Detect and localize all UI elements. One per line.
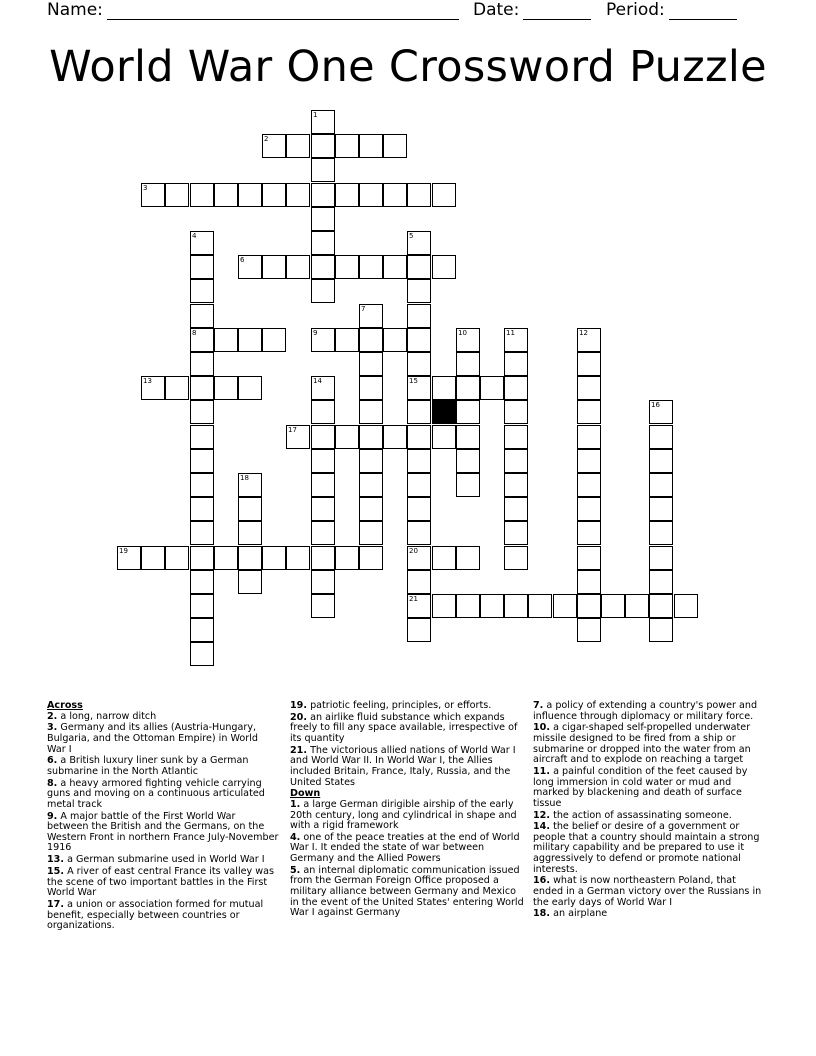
grid-cell[interactable] xyxy=(577,425,601,449)
grid-cell[interactable] xyxy=(238,328,262,352)
grid-cell[interactable] xyxy=(577,570,601,594)
grid-cell[interactable] xyxy=(286,425,310,449)
grid-cell[interactable] xyxy=(649,546,673,570)
clue-number: 21 xyxy=(409,595,418,603)
grid-cell[interactable] xyxy=(480,376,504,400)
clue-number: 12 xyxy=(579,329,588,337)
grid-cell[interactable] xyxy=(407,521,431,545)
clues-column-1 xyxy=(47,701,279,933)
grid-cell[interactable] xyxy=(674,594,698,618)
clue-number: 9 xyxy=(313,329,318,337)
grid-cell[interactable] xyxy=(383,134,407,158)
grid-cell[interactable] xyxy=(190,304,214,328)
grid-cell[interactable] xyxy=(165,183,189,207)
grid-cell[interactable] xyxy=(407,473,431,497)
clue-number: 19 xyxy=(119,547,128,555)
grid-cell[interactable] xyxy=(577,546,601,570)
grid-cell[interactable] xyxy=(432,546,456,570)
grid-cell[interactable] xyxy=(238,183,262,207)
grid-cell[interactable] xyxy=(359,473,383,497)
grid-cell[interactable] xyxy=(504,425,528,449)
grid-cell[interactable] xyxy=(238,570,262,594)
grid-cell[interactable] xyxy=(359,400,383,424)
grid-cell[interactable] xyxy=(359,521,383,545)
grid-cell[interactable] xyxy=(190,449,214,473)
grid-cell[interactable] xyxy=(238,376,262,400)
grid-cell[interactable] xyxy=(311,255,335,279)
grid-cell[interactable] xyxy=(359,183,383,207)
grid-cell[interactable] xyxy=(456,376,480,400)
grid-cell[interactable] xyxy=(407,328,431,352)
clue-down-7: 7. a policy of extending a country's power and influence through diplomacy or military force. xyxy=(533,700,758,722)
clue-number: 10 xyxy=(458,329,467,337)
grid-cell[interactable] xyxy=(625,594,649,618)
grid-cell[interactable] xyxy=(432,376,456,400)
black-cell xyxy=(432,400,456,424)
grid-cell[interactable] xyxy=(286,183,310,207)
grid-cell[interactable] xyxy=(504,473,528,497)
grid-cell[interactable] xyxy=(238,255,262,279)
clue-down-5: 5. an internal diplomatic communication issued from the German Foreign Office proposed a military alliance between Germany and Mexico in the event of the United States' entering World War I against Germany xyxy=(290,864,524,919)
grid-cell[interactable] xyxy=(504,400,528,424)
grid-cell[interactable] xyxy=(504,352,528,376)
grid-cell[interactable] xyxy=(214,328,238,352)
grid-cell[interactable] xyxy=(311,425,335,449)
grid-cell[interactable] xyxy=(407,546,431,570)
clue-number: 17 xyxy=(288,426,297,434)
grid-cell[interactable] xyxy=(577,328,601,352)
grid-cell[interactable] xyxy=(407,497,431,521)
grid-cell[interactable] xyxy=(335,425,359,449)
grid-cell[interactable] xyxy=(432,425,456,449)
grid-cell[interactable] xyxy=(359,449,383,473)
clue-down-10: 10. a cigar-shaped self-propelled underwater missile designed to be fired from a ship or submarine or dropped into the water from an aircraft and to explode on reaching a target xyxy=(533,722,751,766)
grid-cell[interactable] xyxy=(190,570,214,594)
grid-cell[interactable] xyxy=(383,183,407,207)
grid-cell[interactable] xyxy=(504,546,528,570)
grid-cell[interactable] xyxy=(407,570,431,594)
grid-cell[interactable] xyxy=(407,618,431,642)
clue-number: 7 xyxy=(361,305,366,313)
grid-cell[interactable] xyxy=(311,207,335,231)
grid-cell[interactable] xyxy=(577,521,601,545)
clue-across-15: 15. A river of east central France its valley was the scene of two important battles in the First World War xyxy=(47,866,274,899)
grid-cell[interactable] xyxy=(649,521,673,545)
grid-cell[interactable] xyxy=(311,110,335,134)
grid-cell[interactable] xyxy=(190,521,214,545)
grid-cell[interactable] xyxy=(456,425,480,449)
clue-number: 5 xyxy=(409,232,414,240)
grid-cell[interactable] xyxy=(262,134,286,158)
grid-cell[interactable] xyxy=(456,449,480,473)
grid-cell[interactable] xyxy=(190,183,214,207)
grid-cell[interactable] xyxy=(601,594,625,618)
grid-cell[interactable] xyxy=(311,328,335,352)
clue-down-11: 11. a painful condition of the feet caused by long immersion in cold water or mud and marked by blackening and death of surface tissue xyxy=(533,765,748,809)
grid-cell[interactable] xyxy=(165,546,189,570)
clue-down-18: 18. an airplane xyxy=(533,908,608,920)
clues-column-3 xyxy=(533,701,769,921)
grid-cell[interactable] xyxy=(432,183,456,207)
grid-cell[interactable] xyxy=(407,449,431,473)
grid-cell[interactable] xyxy=(190,279,214,303)
grid-cell[interactable] xyxy=(407,231,431,255)
grid-cell[interactable] xyxy=(262,255,286,279)
grid-cell[interactable] xyxy=(407,352,431,376)
grid-cell[interactable] xyxy=(456,328,480,352)
grid-cell[interactable] xyxy=(553,594,577,618)
grid-cell[interactable] xyxy=(335,546,359,570)
grid-cell[interactable] xyxy=(480,594,504,618)
clue-across-21: 21. The victorious allied nations of World War I and World War II. In World War I, the Allies included Britain, France, Italy, Russia, and the United States xyxy=(290,744,516,788)
grid-cell[interactable] xyxy=(214,546,238,570)
grid-cell[interactable] xyxy=(407,425,431,449)
grid-cell[interactable] xyxy=(262,183,286,207)
grid-cell[interactable] xyxy=(528,594,552,618)
grid-cell[interactable] xyxy=(311,570,335,594)
grid-cell[interactable] xyxy=(190,328,214,352)
grid-cell[interactable] xyxy=(190,352,214,376)
clue-number: 18 xyxy=(240,474,249,482)
clue-across-17: 17. a union or association formed for mutual benefit, especially between countries or organizations. xyxy=(47,899,264,932)
clue-across-19: 19. patriotic feeling, principles, or efforts. xyxy=(290,700,492,711)
page-title: World War One Crossword Puzzle xyxy=(49,42,767,92)
grid-cell[interactable] xyxy=(359,255,383,279)
grid-cell[interactable] xyxy=(286,546,310,570)
grid-cell[interactable] xyxy=(311,134,335,158)
clue-down-14: 14. the belief or desire of a government or people that a country should maintain a strong military capability and be prepared to use it aggressively to defend or promote national interests. xyxy=(533,821,760,875)
grid-cell[interactable] xyxy=(359,546,383,570)
clue-across-8: 8. a heavy armored fighting vehicle carrying guns and moving on a continuous articulated metal track xyxy=(47,777,265,810)
clue-number: 6 xyxy=(240,256,245,264)
clue-number: 3 xyxy=(143,184,148,192)
grid-cell[interactable] xyxy=(311,497,335,521)
grid-cell[interactable] xyxy=(286,255,310,279)
grid-cell[interactable] xyxy=(383,255,407,279)
grid-cell[interactable] xyxy=(190,473,214,497)
clue-number: 11 xyxy=(506,329,515,337)
clue-number: 8 xyxy=(192,329,197,337)
grid-cell[interactable] xyxy=(456,473,480,497)
grid-cell[interactable] xyxy=(649,473,673,497)
clue-number: 15 xyxy=(409,377,418,385)
grid-cell[interactable] xyxy=(407,594,431,618)
grid-cell[interactable] xyxy=(238,521,262,545)
clue-down-12: 12. the action of assassinating someone. xyxy=(533,809,732,821)
grid-cell[interactable] xyxy=(359,352,383,376)
clue-down-4: 4. one of the peace treaties at the end of World War I. It ended the state of war between Germany and the Allied Powers xyxy=(290,831,520,865)
grid-cell[interactable] xyxy=(141,183,165,207)
clue-across-13: 13. a German submarine used in World War I xyxy=(47,854,265,866)
grid-cell[interactable] xyxy=(238,497,262,521)
grid-cell[interactable] xyxy=(504,376,528,400)
grid-cell[interactable] xyxy=(190,497,214,521)
grid-cell[interactable] xyxy=(504,521,528,545)
across-heading: Across xyxy=(47,700,83,711)
grid-cell[interactable] xyxy=(432,594,456,618)
grid-cell[interactable] xyxy=(335,255,359,279)
grid-cell[interactable] xyxy=(190,231,214,255)
grid-cell[interactable] xyxy=(577,449,601,473)
clue-across-2: 2. a long, narrow ditch xyxy=(47,710,157,722)
grid-cell[interactable] xyxy=(190,546,214,570)
grid-cell[interactable] xyxy=(456,594,480,618)
grid-cell[interactable] xyxy=(504,449,528,473)
grid-cell[interactable] xyxy=(141,546,165,570)
grid-cell[interactable] xyxy=(456,400,480,424)
grid-cell[interactable] xyxy=(577,618,601,642)
grid-cell[interactable] xyxy=(407,183,431,207)
grid-cell[interactable] xyxy=(311,279,335,303)
clue-number: 14 xyxy=(313,377,322,385)
grid-cell[interactable] xyxy=(456,352,480,376)
down-heading: Down xyxy=(290,788,321,800)
grid-cell[interactable] xyxy=(407,376,431,400)
grid-cell[interactable] xyxy=(311,594,335,618)
grid-cell[interactable] xyxy=(577,400,601,424)
grid-cell[interactable] xyxy=(141,376,165,400)
grid-cell[interactable] xyxy=(238,546,262,570)
grid-cell[interactable] xyxy=(649,570,673,594)
grid-cell[interactable] xyxy=(214,376,238,400)
grid-cell[interactable] xyxy=(311,376,335,400)
grid-cell[interactable] xyxy=(407,400,431,424)
grid-cell[interactable] xyxy=(311,521,335,545)
grid-cell[interactable] xyxy=(504,594,528,618)
clue-number: 4 xyxy=(192,232,197,240)
grid-cell[interactable] xyxy=(165,376,189,400)
grid-cell[interactable] xyxy=(577,497,601,521)
grid-cell[interactable] xyxy=(577,594,601,618)
grid-cell[interactable] xyxy=(504,328,528,352)
grid-cell[interactable] xyxy=(504,497,528,521)
grid-cell[interactable] xyxy=(190,425,214,449)
grid-cell[interactable] xyxy=(262,546,286,570)
grid-cell[interactable] xyxy=(649,497,673,521)
grid-cell[interactable] xyxy=(649,400,673,424)
grid-cell[interactable] xyxy=(359,497,383,521)
clue-across-3: 3. Germany and its allies (Austria-Hungary, Bulgaria, and the Ottoman Empire) in World War I xyxy=(47,722,258,755)
grid-cell[interactable] xyxy=(649,594,673,618)
grid-cell[interactable] xyxy=(383,328,407,352)
grid-cell[interactable] xyxy=(190,255,214,279)
clue-number: 1 xyxy=(313,111,318,119)
grid-cell[interactable] xyxy=(311,183,335,207)
grid-cell[interactable] xyxy=(577,473,601,497)
grid-cell[interactable] xyxy=(190,376,214,400)
grid-cell[interactable] xyxy=(456,546,480,570)
clue-down-16: 16. what is now northeastern Poland, that ended in a German victory over the Russians in the early days of World War I xyxy=(533,875,762,908)
clue-across-9: 9. A major battle of the First World War between the British and the Germans, on the Western Front in northern France July-November 1916 xyxy=(47,810,279,854)
grid-cell[interactable] xyxy=(190,618,214,642)
clue-down-1: 1. a large German dirigible airship of the early 20th century, long and cylindrical in shape and with a rigid framework xyxy=(290,798,517,832)
grid-cell[interactable] xyxy=(190,594,214,618)
grid-cell[interactable] xyxy=(311,473,335,497)
grid-cell[interactable] xyxy=(649,618,673,642)
grid-cell[interactable] xyxy=(407,279,431,303)
grid-cell[interactable] xyxy=(262,328,286,352)
date-label: Date: xyxy=(473,0,520,20)
grid-cell[interactable] xyxy=(311,400,335,424)
grid-cell[interactable] xyxy=(359,134,383,158)
grid-cell[interactable] xyxy=(190,642,214,666)
grid-cell[interactable] xyxy=(359,328,383,352)
grid-cell[interactable] xyxy=(407,255,431,279)
clue-number: 13 xyxy=(143,377,152,385)
grid-cell[interactable] xyxy=(311,158,335,182)
grid-cell[interactable] xyxy=(335,183,359,207)
name-label: Name: xyxy=(47,0,103,20)
clues-column-2 xyxy=(290,701,524,920)
grid-cell[interactable] xyxy=(335,134,359,158)
grid-cell[interactable] xyxy=(383,425,407,449)
grid-cell[interactable] xyxy=(286,134,310,158)
grid-cell[interactable] xyxy=(238,473,262,497)
grid-cell[interactable] xyxy=(649,449,673,473)
grid-cell[interactable] xyxy=(577,376,601,400)
grid-cell[interactable] xyxy=(117,546,141,570)
grid-cell[interactable] xyxy=(214,183,238,207)
grid-cell[interactable] xyxy=(432,255,456,279)
grid-cell[interactable] xyxy=(359,425,383,449)
grid-cell[interactable] xyxy=(311,231,335,255)
grid-cell[interactable] xyxy=(311,546,335,570)
grid-cell[interactable] xyxy=(190,400,214,424)
clue-across-20: 20. an airlike fluid substance which expands freely to fill any space available, irrespective of its quantity xyxy=(290,711,518,744)
grid-cell[interactable] xyxy=(359,304,383,328)
clue-number: 20 xyxy=(409,547,418,555)
period-label: Period: xyxy=(606,0,665,20)
grid-cell[interactable] xyxy=(359,376,383,400)
clue-number: 2 xyxy=(264,135,269,143)
clue-number: 16 xyxy=(651,401,660,409)
grid-cell[interactable] xyxy=(577,352,601,376)
clue-across-6: 6. a British luxury liner sunk by a German submarine in the North Atlantic xyxy=(47,755,249,777)
grid-cell[interactable] xyxy=(649,425,673,449)
grid-cell[interactable] xyxy=(407,304,431,328)
grid-cell[interactable] xyxy=(335,328,359,352)
grid-cell[interactable] xyxy=(311,449,335,473)
